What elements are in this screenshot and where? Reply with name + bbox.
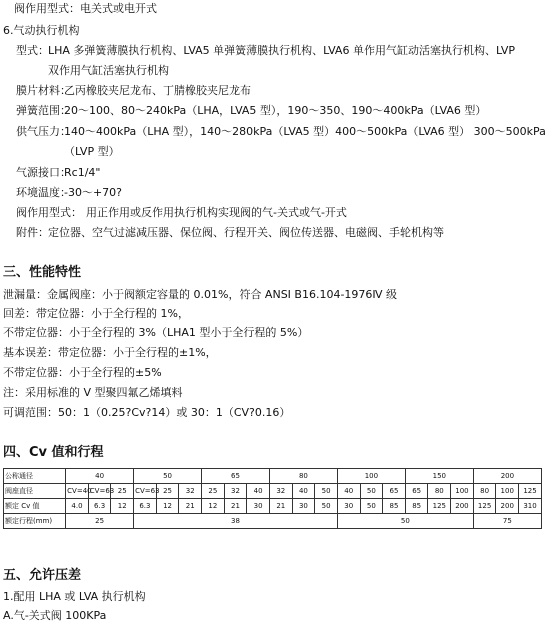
spring-label: 弹簧范围： [16, 104, 71, 117]
cv-cell: 50 [315, 499, 338, 514]
section4-title: 四、Cv 值和行程 [3, 445, 104, 460]
accessories-value: 定位器、空气过滤减压器、保位阀、行程开关、阀位传送器、电磁阀、手轮机构等 [48, 226, 444, 239]
row-label-cv: 额定 Cv 值 [4, 499, 66, 514]
section5-title: 五、允许压差 [3, 568, 82, 583]
cv-cell: 21 [269, 499, 292, 514]
type-label: 型式： [16, 44, 49, 57]
seat-cell: 25 [111, 484, 134, 499]
seat-cell: 50 [315, 484, 338, 499]
nominal-cell: 80 [269, 469, 337, 484]
supply-label: 供气压力： [16, 125, 71, 138]
cv-cell: 85 [405, 499, 428, 514]
seat-cell: 100 [451, 484, 474, 499]
nominal-cell: 40 [66, 469, 134, 484]
temp-value: -30～+70? [64, 186, 123, 199]
cv-cell: 21 [179, 499, 202, 514]
stroke-cell: 75 [473, 514, 541, 529]
perf-line: 可调范围：50：1（0.25?Cv?14）或 30：1（CV?0.16） [3, 406, 291, 419]
seat-cell: CV=40 [66, 484, 89, 499]
nominal-cell: 200 [473, 469, 541, 484]
nominal-cell: 50 [134, 469, 202, 484]
cv-cell: 200 [451, 499, 474, 514]
seat-cell: CV=63 [134, 484, 157, 499]
stroke-cell: 38 [134, 514, 338, 529]
table-row [4, 484, 542, 499]
nominal-cell: 150 [405, 469, 473, 484]
seat-cell: 125 [519, 484, 542, 499]
action-label: 阀作用型式： [16, 206, 82, 219]
cv-cell: 6.3 [88, 499, 111, 514]
spring-value: 20～100、80～240kPa（LHA，LVA5 型），190～350、190～400kPa（LVA6 型） [64, 104, 487, 117]
stroke-cell: 50 [337, 514, 473, 529]
valve-action-top-line: 阀作用型式：电关式或电开式 [14, 2, 157, 15]
seat-cell: 25 [156, 484, 179, 499]
supply-line-2: （LVP 型） [64, 145, 120, 158]
seat-cell: 32 [269, 484, 292, 499]
supply-line-1: 140～400kPa（LHA 型），140～280kPa（LVA5 型）400～500kPa（LVA6 型） 300～500kPa [64, 125, 546, 138]
nominal-cell: 100 [337, 469, 405, 484]
table-row [4, 499, 542, 514]
cv-cell: 21 [224, 499, 247, 514]
stroke-cell: 25 [66, 514, 134, 529]
cv-cell: 12 [202, 499, 225, 514]
seat-cell: 80 [428, 484, 451, 499]
cv-cell: 4.0 [66, 499, 89, 514]
perf-line: 不带定位器：小于全行程的±5% [3, 366, 162, 379]
cv-cell: 125 [473, 499, 496, 514]
table-row [4, 514, 542, 529]
port-value: Rc1/4" [64, 166, 101, 179]
section3-title: 三、性能特性 [3, 265, 82, 280]
perf-line: 回差：带定位器：小于全行程的 1%， [3, 307, 189, 320]
perf-line: 不带定位器：小于全行程的 3%（LHA1 型小于全行程的 5%） [3, 326, 309, 339]
cv-cell: 50 [360, 499, 383, 514]
section6-title: 6.气动执行机构 [3, 24, 80, 37]
seat-cell: CV=63 [88, 484, 111, 499]
table-row [4, 469, 542, 484]
type-line-1: LHA 多弹簧薄膜执行机构、LVA5 单弹簧薄膜执行机构、LVA6 单作用气缸动活塞执行机构、LVP [48, 44, 516, 57]
seat-cell: 40 [292, 484, 315, 499]
seat-cell: 100 [496, 484, 519, 499]
action-value: 用正作用或反作用执行机构实现阀的气-关式或气-开式 [86, 206, 347, 219]
seat-cell: 40 [247, 484, 270, 499]
cv-cell: 85 [383, 499, 406, 514]
cv-table [3, 468, 542, 529]
cv-cell: 30 [247, 499, 270, 514]
cv-cell: 310 [519, 499, 542, 514]
seat-cell: 32 [179, 484, 202, 499]
seat-cell: 50 [360, 484, 383, 499]
seat-cell: 32 [224, 484, 247, 499]
seat-cell: 65 [383, 484, 406, 499]
perf-line: 泄漏量：金属阀座：小于阀额定容量的 0.01%，符合 ANSI B16.104-1976Ⅳ 级 [3, 288, 398, 301]
row-label-stroke: 额定行程(mm) [4, 514, 66, 529]
nominal-cell: 65 [202, 469, 270, 484]
cv-cell: 30 [337, 499, 360, 514]
perf-line: 注：采用标准的 V 型聚四氟乙烯填料 [3, 386, 183, 399]
section5-line-2: A.气-关式阀 100KPa [3, 609, 107, 622]
temp-label: 环境温度： [16, 186, 71, 199]
perf-line: 基本误差：带定位器：小于全行程的±1%， [3, 346, 217, 359]
membrane-label: 膜片材料： [16, 84, 71, 97]
section5-line-1: 1.配用 LHA 或 LVA 执行机构 [3, 590, 146, 603]
cv-cell: 125 [428, 499, 451, 514]
port-label: 气源接口： [16, 166, 71, 179]
seat-cell: 40 [337, 484, 360, 499]
seat-cell: 25 [202, 484, 225, 499]
cv-cell: 12 [111, 499, 134, 514]
row-label-nominal: 公称通径 [4, 469, 66, 484]
cv-cell: 200 [496, 499, 519, 514]
cv-cell: 6.3 [134, 499, 157, 514]
cv-cell: 30 [292, 499, 315, 514]
membrane-value: 乙丙橡胶夹尼龙布、丁腈橡胶夹尼龙布 [64, 84, 251, 97]
seat-cell: 65 [405, 484, 428, 499]
seat-cell: 80 [473, 484, 496, 499]
type-line-2: 双作用气缸活塞执行机构 [48, 64, 169, 77]
accessories-label: 附件： [16, 226, 49, 239]
row-label-seat: 阀座直径 [4, 484, 66, 499]
cv-cell: 12 [156, 499, 179, 514]
